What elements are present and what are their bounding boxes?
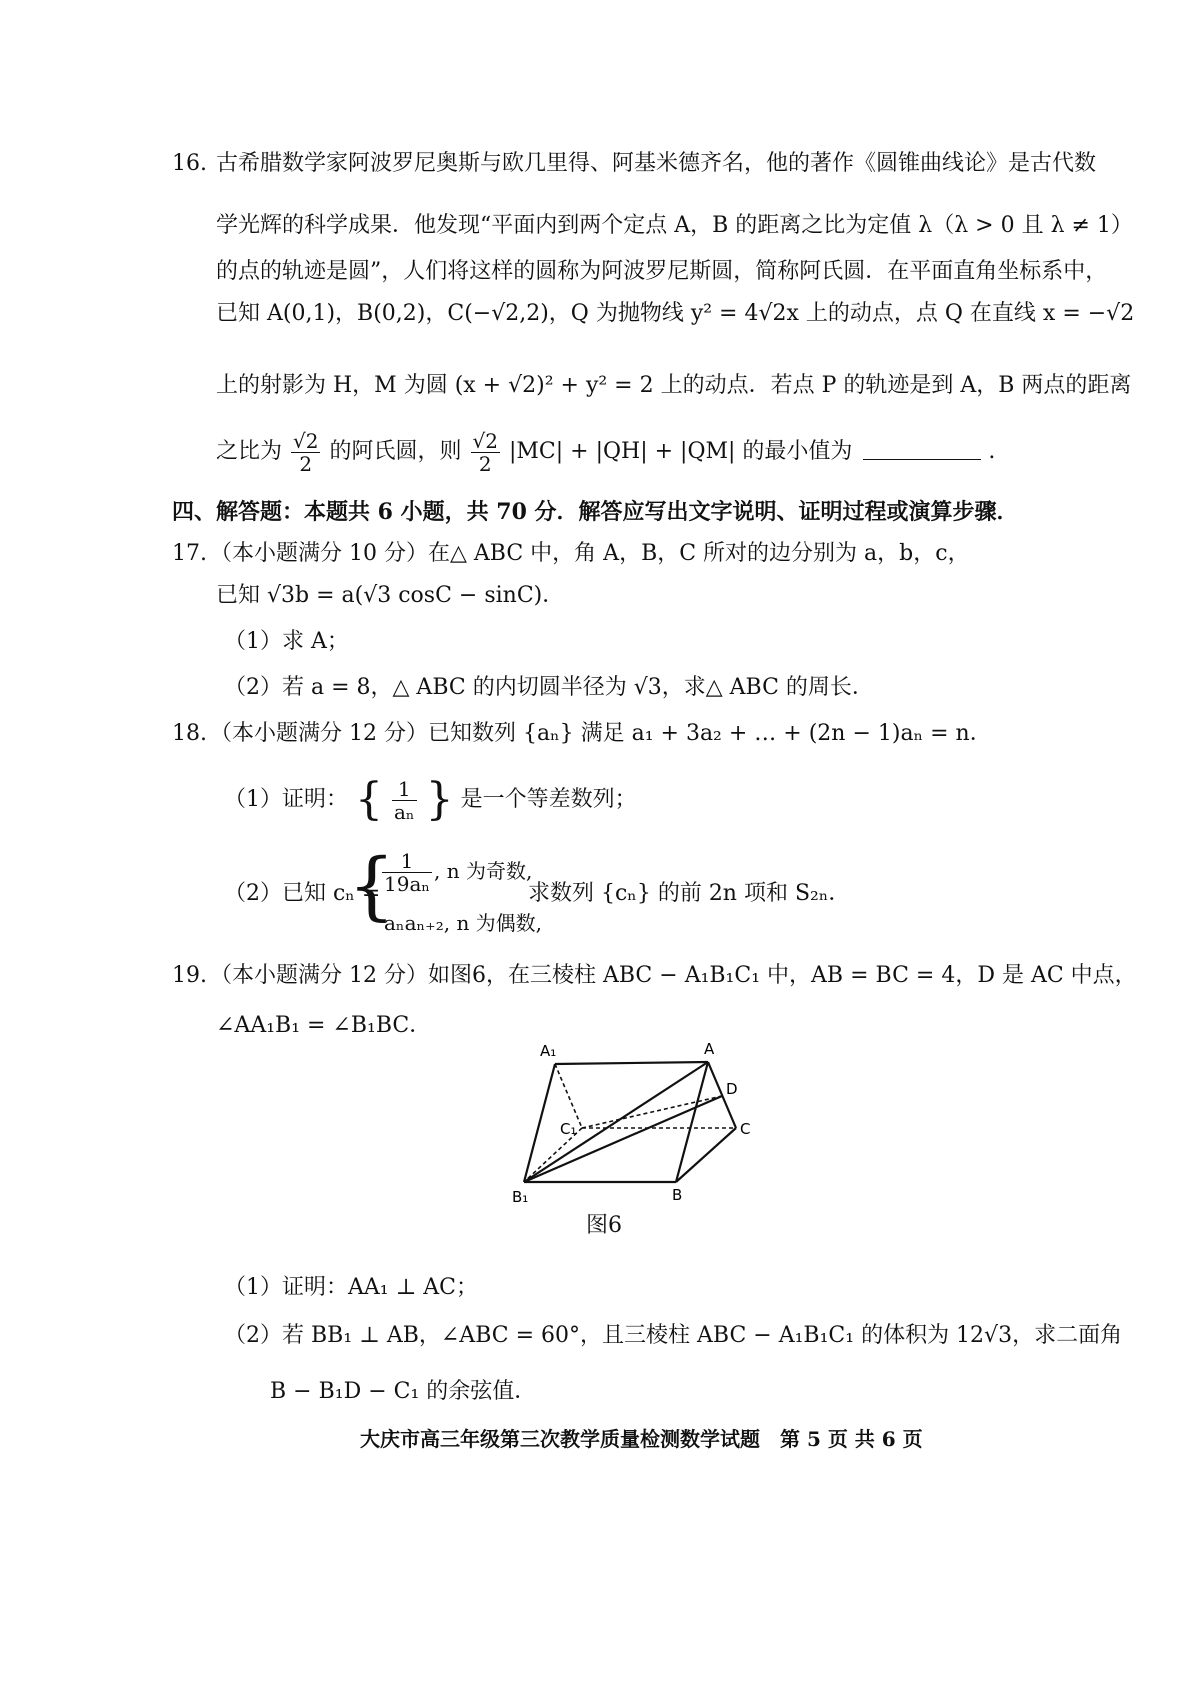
q19-line2: ∠AA₁B₁ = ∠B₁BC． [216,1013,432,1038]
edge-B1D [524,1096,722,1182]
q16-fraction-2 [471,430,500,475]
q17-line1: （本小题满分 10 分）在△ ABC 中，角 A，B，C 所对的边分别为 a，b，c， [210,541,970,566]
q16-line5: 上的射影为 H，M 为圆 (x + √2)² + y² = 2 上的动点．若点 P 的轨迹是到 A，B 两点的距离 [216,373,1132,398]
label-B1: B₁ [512,1188,529,1206]
q16-fraction-1 [291,430,320,475]
q16-line2: 学光辉的科学成果．他发现“平面内到两个定点 A，B 的距离之比为定值 λ（λ > 0 且 λ ≠ 1） [216,213,1133,238]
prism-figure [500,1040,770,1210]
q16-line6-c: |MC| + |QH| + |QM| 的最小值为 [508,439,853,464]
right-brace: } [425,774,454,825]
label-A: A [704,1040,715,1058]
q18-case1-fraction [382,850,432,895]
q16-line4: 已知 A(0,1)，B(0,2)，C(−√2,2)，Q 为抛物线 y² = 4√2x 上的动点，点 Q 在直线 x = −√2 [216,301,1135,326]
left-brace: { [355,774,383,825]
label-C: C [740,1120,751,1138]
edge-A1C1 [555,1064,582,1128]
edge-C1D [582,1096,722,1128]
edge-CB [676,1128,736,1182]
q16-line6-a: 之比为 [216,439,283,464]
q19-line1: （本小题满分 12 分）如图6，在三棱柱 ABC − A₁B₁C₁ 中，AB = BC = 4，D 是 AC 中点， [210,963,1137,988]
label-D: D [726,1080,738,1098]
section-4-title: 四、解答题：本题共 6 小题，共 70 分．解答应写出文字说明、证明过程或演算步骤． [172,499,1019,525]
q17-part2: （2）若 a = 8，△ ABC 的内切圆半径为 √3，求△ ABC 的周长． [224,675,874,700]
label-A1: A₁ [540,1042,557,1060]
q16-line6-b: 的阿氏圆，则 [329,439,462,464]
q17-line2: 已知 √3b = a(√3 cosC − sinC)． [216,583,565,608]
q16-fraction-2-num: √2 [472,428,498,453]
q16-line3: 的点的轨迹是圆”，人们将这样的圆称为阿波罗尼斯圆，简称阿氏圆．在平面直角坐标系中， [216,259,1108,284]
q16-fraction-2-den: 2 [478,451,492,476]
q17-number: 17. [172,541,207,566]
q18-part1-a: （1）证明： [224,787,348,812]
q16-line6 [216,428,995,476]
page-footer: 大庆市高三年级第三次教学质量检测数学试题 第 5 页 共 6 页 [360,1427,923,1451]
q18-case1-den: 19aₙ [384,872,431,896]
piecewise-brace: { [348,843,396,929]
figure-caption: 图6 [586,1213,622,1238]
answer-blank[interactable] [863,439,981,460]
q17-part1: （1）求 A； [224,629,349,654]
q19-part1: （1）证明：AA₁ ⊥ AC； [224,1275,478,1300]
edge-A1A [555,1062,708,1064]
q18-reciprocal-num: 1 [392,778,417,801]
q18-case1-num: 1 [382,850,432,873]
q18-case1-cond: , n 为奇数, [434,859,533,883]
q18-part2-b: 求数列 {cₙ} 的前 2n 项和 S₂ₙ． [528,881,851,906]
q18-part2-a: （2）已知 cₙ = [224,881,381,906]
q18-reciprocal-den: aₙ [394,799,415,824]
q18-part1-b: 是一个等差数列； [460,787,637,812]
q18-case1 [380,850,532,895]
q16-fraction-1-den: 2 [299,451,313,476]
q16-line6-end: . [988,439,996,464]
q19-part2-line2: B − B₁D − C₁ 的余弦值． [270,1379,537,1404]
q19-number: 19. [172,963,207,988]
label-B: B [672,1186,683,1204]
q18-number: 18. [172,721,207,746]
q18-line1: （本小题满分 12 分）已知数列 {aₙ} 满足 a₁ + 3a₂ + … + (2n − 1)aₙ = n． [210,721,992,746]
q16-line1: 古希腊数学家阿波罗尼奥斯与欧几里得、阿基米德齐名，他的著作《圆锥曲线论》是古代数 [216,151,1097,176]
q18-reciprocal-fraction [392,778,417,823]
q18-case2: aₙaₙ₊₂, n 为偶数, [384,911,543,935]
q16-fraction-1-num: √2 [293,428,319,453]
label-C1: C₁ [560,1120,577,1138]
q16-number: 16. [172,151,207,176]
q19-part2-line1: （2）若 BB₁ ⊥ AB，∠ABC = 60°，且三棱柱 ABC − A₁B₁C₁ 的体积为 12√3，求二面角 [224,1323,1123,1348]
q18-part1 [224,770,637,830]
